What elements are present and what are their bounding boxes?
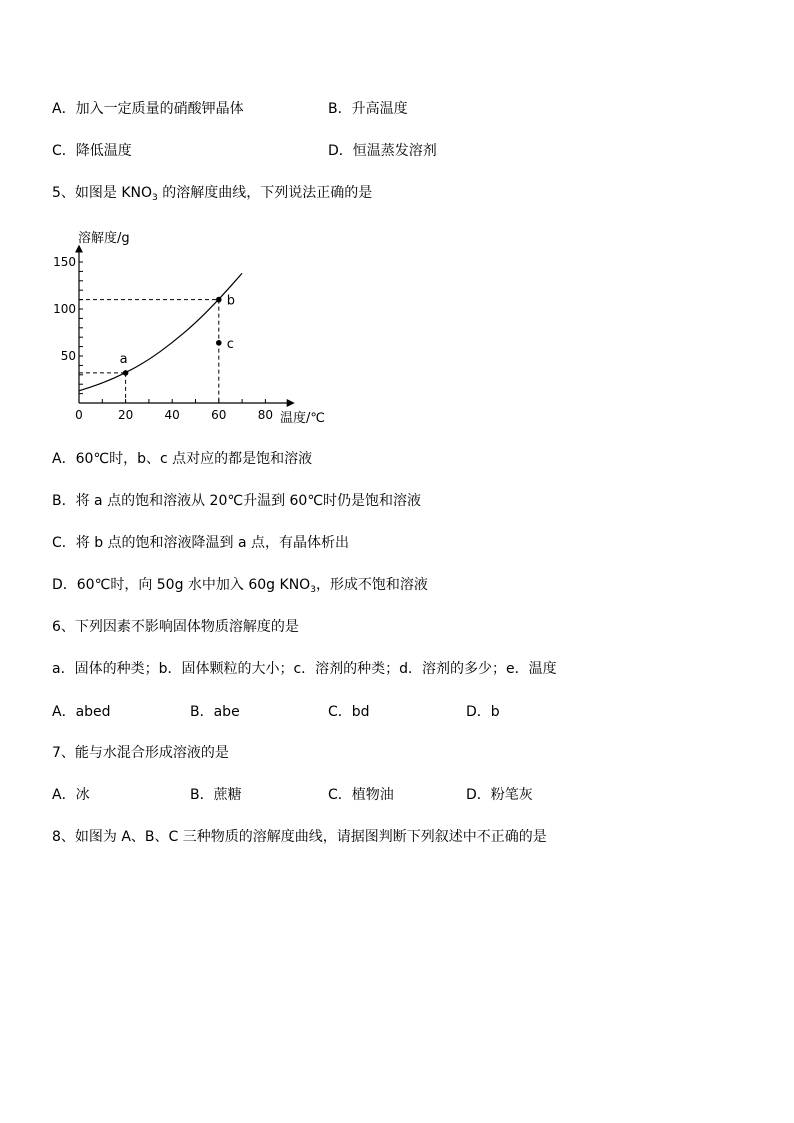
q6-stem: 6、下列因素不影响固体物质溶解度的是 [52, 619, 299, 635]
chart-point-label-a: a [119, 351, 128, 367]
chart-x-label: 温度/℃ [280, 411, 325, 426]
chart-x-tick-label: 60 [211, 408, 227, 422]
q5-stem [52, 184, 372, 202]
chart-y-label: 溶解度/g [78, 231, 130, 246]
chart-y-tick-label: 50 [60, 349, 76, 363]
q5-option-b: B．将 a 点的饱和溶液从 20℃升温到 60℃时仍是饱和溶液 [52, 493, 422, 509]
solubility-chart [50, 222, 340, 432]
chart-point-a [123, 370, 129, 376]
chart-point-b [216, 297, 222, 303]
chart-x-tick-label: 0 [75, 408, 83, 422]
q7-option-c: C．植物油 [328, 787, 394, 803]
q5-stem-pre: 5、如图是 KNO [52, 185, 153, 201]
chart-point-label-b: b [226, 293, 236, 309]
q5-option-d-post: ，形成不饱和溶液 [315, 577, 428, 593]
q7-stem: 7、能与水混合形成溶液的是 [52, 745, 229, 761]
chart-x-tick-label: 80 [257, 408, 274, 422]
chart-points-group [120, 294, 235, 376]
chart-ticks-group [53, 255, 273, 422]
q7-option-d: D．粉笔灰 [466, 787, 533, 803]
q6-option-d: D．b [466, 704, 500, 720]
q5-stem-sub: 3 [152, 193, 158, 203]
q5-option-d-pre: D．60℃时，向 50g 水中加入 60g KNO [52, 577, 311, 593]
chart-x-tick-label: 20 [117, 408, 134, 422]
q4-option-a: A．加入一定质量的硝酸钾晶体 [52, 101, 244, 117]
q7-option-b: B．蔗糖 [190, 787, 242, 803]
q6-option-a: A．abed [52, 704, 111, 720]
chart-guide-lines [79, 300, 219, 403]
q5-option-a: A．60℃时，b、c 点对应的都是饱和溶液 [52, 451, 313, 467]
chart-point-c [216, 340, 222, 346]
q6-option-b: B．abe [190, 704, 240, 720]
q7-option-a: A．冰 [52, 787, 90, 803]
q4-option-d: D．恒温蒸发溶剂 [328, 143, 437, 159]
q4-option-c: C．降低温度 [52, 143, 132, 159]
q8-stem: 8、如图为 A、B、C 三种物质的溶解度曲线，请据图判断下列叙述中不正确的是 [52, 829, 547, 845]
q6-factors: a．固体的种类；b．固体颗粒的大小；c．溶剂的种类；d．溶剂的多少；e．温度 [52, 661, 557, 677]
q5-option-d-sub: 3 [310, 585, 316, 595]
chart-point-label-c: c [226, 336, 234, 352]
q4-option-b: B．升高温度 [328, 101, 408, 117]
q5-option-c: C．将 b 点的饱和溶液降温到 a 点，有晶体析出 [52, 535, 350, 551]
chart-y-tick-label: 100 [53, 302, 76, 316]
q5-option-d [52, 576, 428, 594]
chart-x-tick-label: 40 [164, 408, 180, 422]
q6-option-c: C．bd [328, 704, 370, 720]
chart-y-tick-label: 150 [53, 255, 76, 269]
q5-stem-post: 的溶解度曲线，下列说法正确的是 [157, 185, 373, 201]
